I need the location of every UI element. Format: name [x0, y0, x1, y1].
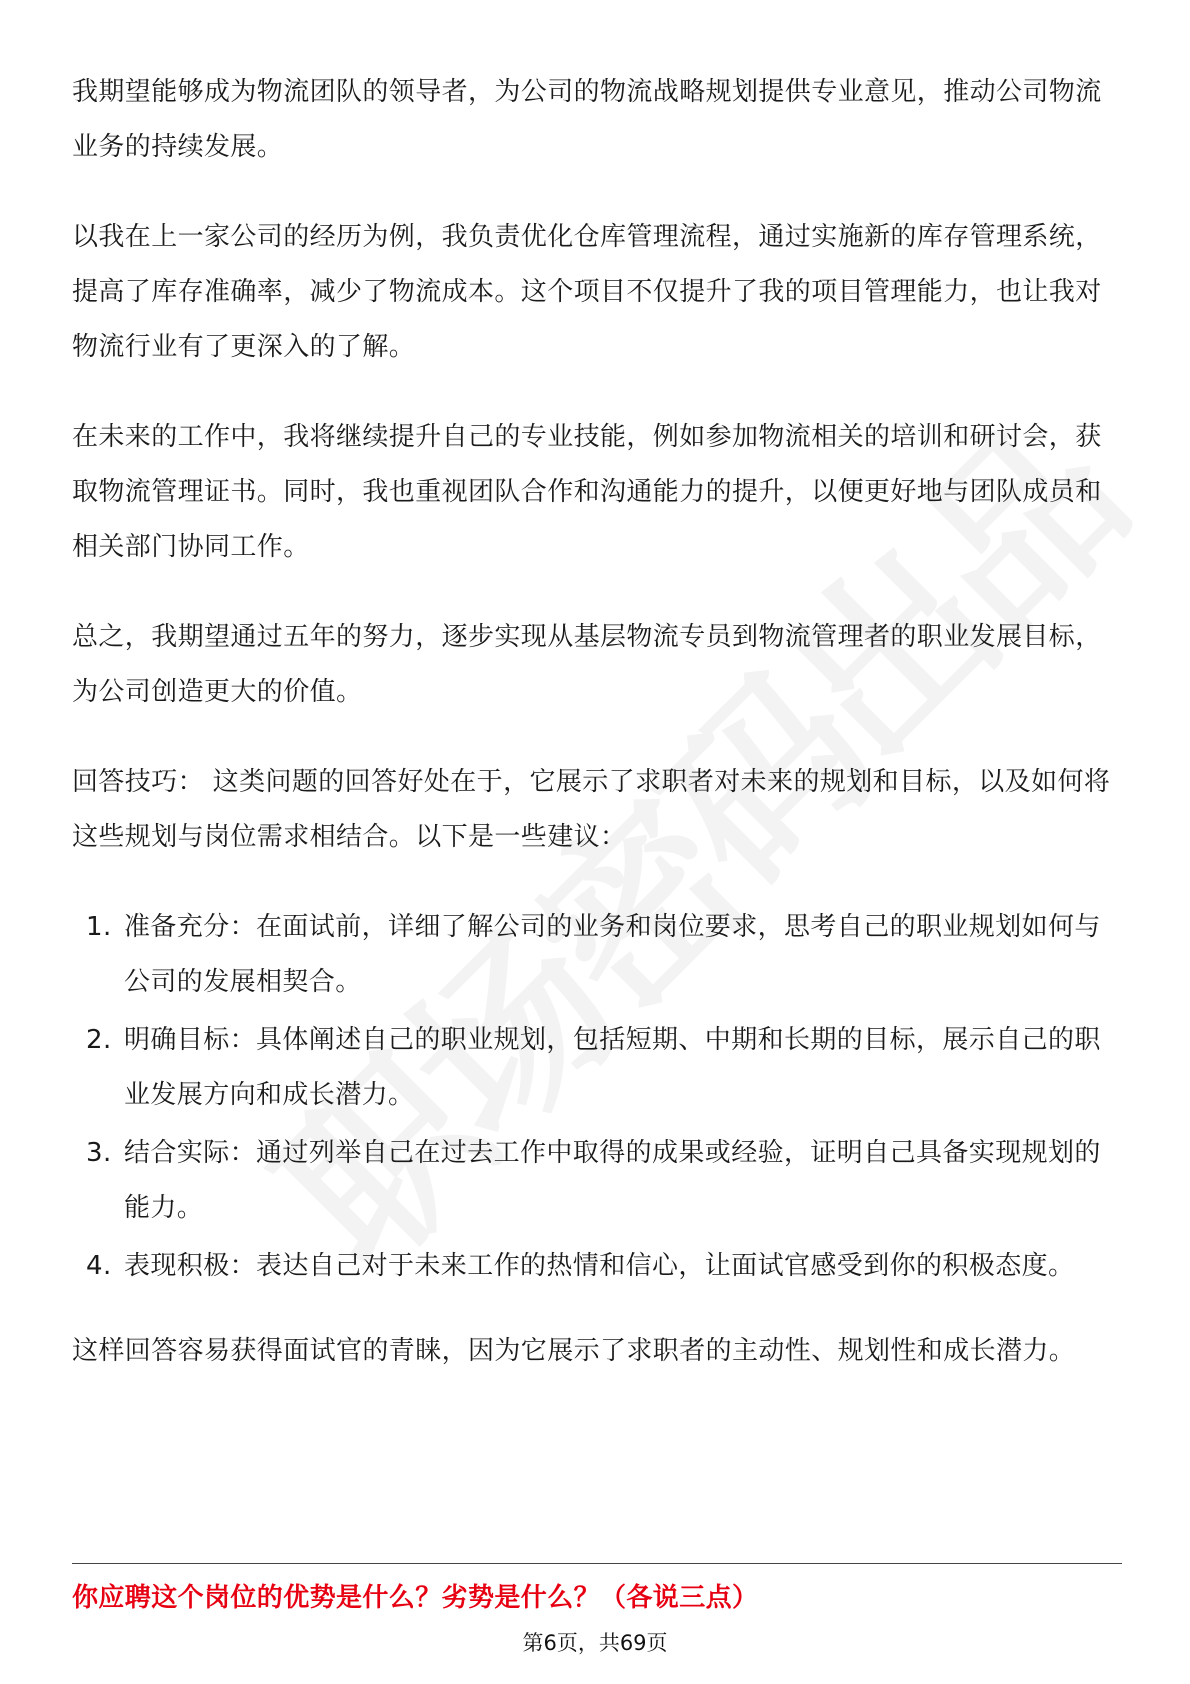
section-divider: [72, 1563, 1122, 1564]
list-item: [72, 1126, 1122, 1236]
list-item-text: 结合实际：通过列举自己在过去工作中取得的成果或经验，证明自己具备实现规划的能力。: [124, 1138, 1101, 1223]
list-item-number: 1.: [86, 912, 112, 942]
paragraph-experience-example: 以我在上一家公司的经历为例，我负责优化仓库管理流程，通过实施新的库存管理系统，提高了库存准确率，减少了物流成本。这个项目不仅提升了我的项目管理能力，也让我对物流行业有了更深入的了解。: [72, 222, 1102, 362]
list-item-number: 2.: [86, 1025, 112, 1055]
list-item-text: 表现积极：表达自己对于未来工作的热情和信心，让面试官感受到你的积极态度。: [124, 1251, 1075, 1281]
document-body: [72, 65, 1122, 1414]
list-item-number: 3.: [86, 1138, 112, 1168]
list-item-number: 4.: [86, 1251, 112, 1281]
list-item-text: 明确目标：具体阐述自己的职业规划，包括短期、中期和长期的目标，展示自己的职业发展方向和成长潜力。: [124, 1025, 1101, 1110]
paragraph-closing: 这样回答容易获得面试官的青睐，因为它展示了求职者的主动性、规划性和成长潜力。: [72, 1336, 1076, 1366]
tips-list: [72, 900, 1122, 1294]
list-item: [72, 900, 1122, 1010]
paragraph-leadership-goal: 我期望能够成为物流团队的领导者，为公司的物流战略规划提供专业意见，推动公司物流业务的持续发展。: [72, 77, 1102, 162]
list-item-text: 准备充分：在面试前，详细了解公司的业务和岗位要求，思考自己的职业规划如何与公司的发展相契合。: [124, 912, 1101, 997]
paragraph-future-skills: 在未来的工作中，我将继续提升自己的专业技能，例如参加物流相关的培训和研讨会，获取物流管理证书。同时，我也重视团队合作和沟通能力的提升，以便更好地与团队成员和相关部门协同工作。: [72, 422, 1102, 562]
next-question-heading: 你应聘这个岗位的优势是什么？劣势是什么？（各说三点）: [72, 1583, 759, 1613]
list-item: [72, 1239, 1122, 1294]
list-item: [72, 1013, 1122, 1123]
paragraph-summary: 总之，我期望通过五年的努力，逐步实现从基层物流专员到物流管理者的职业发展目标，为公司创造更大的价值。: [72, 622, 1102, 707]
paragraph-answer-tips: 回答技巧： 这类问题的回答好处在于，它展示了求职者对未来的规划和目标，以及如何将这些规划与岗位需求相结合。以下是一些建议：: [72, 767, 1111, 852]
page-number: 第6页，共69页: [522, 1631, 668, 1655]
